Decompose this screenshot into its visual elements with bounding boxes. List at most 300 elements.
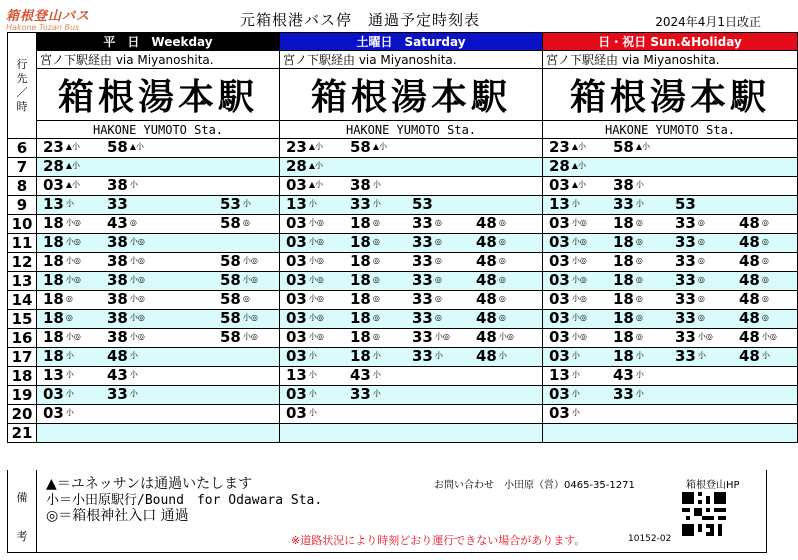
- departure-minute: [675, 348, 706, 365]
- route-mark: 小: [65, 408, 74, 417]
- minute-value: 18: [350, 328, 371, 346]
- departure-minute: [286, 386, 317, 403]
- wk-departures: [37, 272, 280, 291]
- minute-value: 48: [739, 233, 760, 251]
- minute-value: 33: [350, 195, 371, 213]
- route-mark: ▲小: [571, 161, 587, 170]
- timetable-row: [8, 139, 798, 158]
- minute-value: 33: [412, 290, 433, 308]
- departure-minute: [350, 177, 381, 194]
- route-mark: 小: [129, 370, 138, 379]
- minute-value: 03: [43, 385, 64, 403]
- minute-value: 03: [286, 214, 307, 232]
- departure-minute: [220, 196, 251, 213]
- minute-value: 18: [350, 252, 371, 270]
- wk-departures: [37, 234, 280, 253]
- minute-value: 43: [107, 366, 128, 384]
- route-mark: 小: [308, 370, 317, 379]
- route-mark: 小: [635, 370, 644, 379]
- weekday-destination-en: HAKONE YUMOTO Sta.: [37, 121, 280, 139]
- saturday-destination: 箱根湯本駅: [280, 69, 543, 121]
- departure-minute: [350, 272, 380, 289]
- departure-minute: [412, 310, 442, 327]
- departure-minute: [350, 386, 381, 403]
- side-label-char: ／: [16, 85, 28, 99]
- route-mark: ▲小: [571, 142, 587, 151]
- wk-departures: [37, 329, 280, 348]
- departure-minute: [613, 310, 643, 327]
- hour-cell: 11: [8, 234, 37, 253]
- route-mark: 小◎: [571, 275, 587, 284]
- minute-value: 38: [107, 233, 128, 251]
- hour-column-label: [8, 33, 37, 139]
- minute-value: 03: [286, 176, 307, 194]
- sat-departures: [280, 177, 543, 196]
- saturday-via: 宮ノ下駅経由 via Miyanoshita.: [280, 51, 543, 69]
- minute-value: 58: [220, 252, 241, 270]
- timetable-row: [8, 424, 798, 443]
- route-mark: 小◎: [571, 332, 587, 341]
- route-mark: 小◎: [65, 275, 81, 284]
- departure-minute: [107, 367, 138, 384]
- minute-value: 48: [476, 309, 497, 327]
- route-mark: ◎: [761, 294, 769, 303]
- route-mark: 小: [372, 370, 381, 379]
- route-mark: ◎: [635, 294, 643, 303]
- route-mark: ◎: [635, 332, 643, 341]
- route-mark: 小◎: [761, 332, 777, 341]
- departure-minute: [107, 291, 145, 308]
- route-mark: 小: [65, 389, 74, 398]
- route-mark: ◎: [697, 275, 705, 284]
- side-label-char: 考: [16, 530, 28, 543]
- minute-value: 38: [107, 176, 128, 194]
- minute-value: 18: [43, 233, 64, 251]
- departure-minute: [412, 215, 442, 232]
- hour-cell: 7: [8, 158, 37, 177]
- departure-minute: [107, 348, 138, 365]
- route-mark: 小◎: [308, 294, 324, 303]
- sat-departures: [280, 234, 543, 253]
- qr-code-icon[interactable]: [682, 492, 726, 536]
- departure-minute: [43, 291, 73, 308]
- departure-minute: [613, 139, 650, 156]
- route-mark: ◎: [697, 256, 705, 265]
- minute-value: 18: [350, 214, 371, 232]
- minute-value: 33: [675, 290, 696, 308]
- route-mark: ◎: [498, 256, 506, 265]
- hour-cell: 9: [8, 196, 37, 215]
- minute-value: 58: [613, 138, 634, 156]
- route-mark: ◎: [242, 294, 250, 303]
- departure-minute: [549, 234, 587, 251]
- sat-departures: [280, 253, 543, 272]
- route-mark: 小◎: [308, 218, 324, 227]
- departure-minute: [613, 367, 644, 384]
- departure-minute: [107, 329, 145, 346]
- logo: [6, 5, 126, 32]
- minute-value: 58: [220, 271, 241, 289]
- departure-minute: [549, 367, 580, 384]
- minute-value: 38: [107, 328, 128, 346]
- route-mark: ◎: [372, 237, 380, 246]
- departure-minute: [286, 329, 324, 346]
- sat-departures: [280, 139, 543, 158]
- minute-value: 33: [675, 233, 696, 251]
- minute-value: 03: [549, 404, 570, 422]
- departure-minute: [549, 272, 587, 289]
- route-mark: 小◎: [129, 237, 145, 246]
- minute-value: 03: [286, 290, 307, 308]
- departure-minute: [107, 310, 145, 327]
- departure-minute: [675, 291, 705, 308]
- route-mark: 小: [571, 351, 580, 360]
- wk-departures: [37, 405, 280, 424]
- route-mark: 小: [697, 351, 706, 360]
- minute-value: 33: [107, 385, 128, 403]
- timetable-row: [8, 367, 798, 386]
- minute-value: 38: [613, 176, 634, 194]
- hour-cell: 12: [8, 253, 37, 272]
- hol-departures: [543, 253, 798, 272]
- departure-minute: [286, 367, 317, 384]
- route-mark: ◎: [434, 237, 442, 246]
- hol-departures: [543, 329, 798, 348]
- minute-value: 18: [613, 328, 634, 346]
- route-mark: 小◎: [65, 237, 81, 246]
- minute-value: 48: [476, 233, 497, 251]
- departure-minute: [476, 329, 514, 346]
- departure-minute: [107, 386, 138, 403]
- departure-minute: [739, 253, 769, 270]
- timetable-row: [8, 177, 798, 196]
- route-mark: ▲小: [65, 161, 81, 170]
- minute-value: 33: [412, 252, 433, 270]
- route-mark: 小◎: [571, 313, 587, 322]
- timetable: [7, 32, 798, 443]
- route-mark: ◎: [434, 275, 442, 284]
- minute-value: 13: [549, 195, 570, 213]
- weekday-destination: 箱根湯本駅: [37, 69, 280, 121]
- route-mark: ◎: [434, 256, 442, 265]
- note-hakone-shrine: ◎＝箱根神社入口 通過: [46, 508, 189, 524]
- wk-departures: [37, 196, 280, 215]
- timetable-row: [8, 196, 798, 215]
- route-mark: 小◎: [242, 275, 258, 284]
- minute-value: 33: [350, 385, 371, 403]
- weekday-header: 平 日 Weekday: [37, 33, 280, 51]
- timetable-row: [8, 272, 798, 291]
- departure-minute: [43, 386, 74, 403]
- route-mark: ◎: [761, 313, 769, 322]
- route-mark: ◎: [498, 237, 506, 246]
- hol-departures: [543, 234, 798, 253]
- holiday-destination: 箱根湯本駅: [543, 69, 798, 121]
- minute-value: 23: [43, 138, 64, 156]
- route-mark: 小◎: [308, 332, 324, 341]
- sat-departures: [280, 329, 543, 348]
- route-mark: ◎: [498, 218, 506, 227]
- minute-value: 48: [476, 328, 497, 346]
- minute-value: 33: [412, 271, 433, 289]
- route-mark: ▲小: [571, 180, 587, 189]
- departure-minute: [350, 367, 381, 384]
- minute-value: 18: [43, 309, 64, 327]
- minute-value: 28: [549, 157, 570, 175]
- hol-departures: [543, 405, 798, 424]
- hol-departures: [543, 272, 798, 291]
- minute-value: 48: [739, 214, 760, 232]
- side-label-char: 備: [16, 491, 28, 504]
- route-mark: ◎: [761, 218, 769, 227]
- route-mark: 小: [308, 199, 317, 208]
- departure-minute: [739, 234, 769, 251]
- minute-value: 03: [286, 347, 307, 365]
- minute-value: 48: [739, 271, 760, 289]
- sat-departures: [280, 386, 543, 405]
- route-mark: 小: [571, 389, 580, 398]
- departure-minute: [675, 196, 696, 213]
- route-mark: 小: [635, 199, 644, 208]
- saturday-header: 土曜日 Saturday: [280, 33, 543, 51]
- departure-minute: [476, 310, 506, 327]
- departure-minute: [43, 234, 81, 251]
- minute-value: 43: [350, 366, 371, 384]
- departure-minute: [549, 139, 586, 156]
- minute-value: 18: [350, 290, 371, 308]
- departure-minute: [286, 177, 323, 194]
- wk-departures: [37, 158, 280, 177]
- minute-value: 33: [675, 214, 696, 232]
- holiday-destination-en: HAKONE YUMOTO Sta.: [543, 121, 798, 139]
- departure-minute: [476, 253, 506, 270]
- departure-minute: [43, 253, 81, 270]
- route-mark: ◎: [697, 313, 705, 322]
- minute-value: 48: [107, 347, 128, 365]
- hol-departures: [543, 139, 798, 158]
- departure-minute: [412, 329, 450, 346]
- wk-departures: [37, 424, 280, 443]
- minute-value: 58: [350, 138, 371, 156]
- minute-value: 18: [43, 328, 64, 346]
- minute-value: 58: [220, 290, 241, 308]
- minute-value: 18: [613, 214, 634, 232]
- minute-value: 48: [739, 290, 760, 308]
- departure-minute: [675, 253, 705, 270]
- departure-minute: [350, 348, 381, 365]
- minute-value: 33: [412, 328, 433, 346]
- route-mark: 小◎: [242, 313, 258, 322]
- sat-departures: [280, 367, 543, 386]
- minute-value: 33: [675, 328, 696, 346]
- route-mark: ▲小: [635, 142, 651, 151]
- departure-minute: [476, 291, 506, 308]
- departure-minute: [107, 139, 144, 156]
- minute-value: 18: [350, 233, 371, 251]
- route-mark: 小: [372, 351, 381, 360]
- timetable-row: [8, 405, 798, 424]
- departure-minute: [675, 234, 705, 251]
- hol-departures: [543, 367, 798, 386]
- route-mark: ◎: [761, 237, 769, 246]
- departure-minute: [549, 386, 580, 403]
- departure-minute: [613, 348, 644, 365]
- departure-minute: [220, 253, 258, 270]
- departure-minute: [476, 215, 506, 232]
- hour-cell: 17: [8, 348, 37, 367]
- minute-value: 18: [613, 309, 634, 327]
- route-mark: ◎: [697, 237, 705, 246]
- departure-minute: [107, 234, 145, 251]
- route-mark: 小: [308, 408, 317, 417]
- hol-departures: [543, 386, 798, 405]
- departure-minute: [286, 253, 324, 270]
- hol-departures: [543, 215, 798, 234]
- departure-minute: [613, 177, 644, 194]
- route-mark: ◎: [697, 294, 705, 303]
- route-mark: 小◎: [129, 256, 145, 265]
- weekday-via: 宮ノ下駅経由 via Miyanoshita.: [37, 51, 280, 69]
- timetable-row: [8, 215, 798, 234]
- route-mark: ◎: [635, 218, 643, 227]
- departure-minute: [43, 272, 81, 289]
- hour-cell: 21: [8, 424, 37, 443]
- hour-cell: 19: [8, 386, 37, 405]
- homepage-label: 箱根登山HP: [686, 480, 740, 491]
- departure-minute: [286, 139, 323, 156]
- departure-minute: [739, 215, 769, 232]
- route-mark: 小◎: [308, 313, 324, 322]
- departure-minute: [286, 272, 324, 289]
- departure-minute: [350, 329, 380, 346]
- route-mark: ▲小: [65, 142, 81, 151]
- minute-value: 03: [286, 252, 307, 270]
- departure-minute: [107, 272, 145, 289]
- minute-value: 03: [549, 176, 570, 194]
- minute-value: 23: [286, 138, 307, 156]
- route-mark: ◎: [372, 332, 380, 341]
- sat-departures: [280, 310, 543, 329]
- minute-value: 58: [107, 138, 128, 156]
- wk-departures: [37, 253, 280, 272]
- route-mark: 小◎: [308, 256, 324, 265]
- minute-value: 23: [549, 138, 570, 156]
- departure-minute: [43, 177, 80, 194]
- minute-value: 33: [613, 195, 634, 213]
- route-mark: ◎: [434, 313, 442, 322]
- route-mark: ◎: [635, 237, 643, 246]
- minute-value: 33: [412, 309, 433, 327]
- sat-departures: [280, 424, 543, 443]
- minute-value: 48: [739, 347, 760, 365]
- route-mark: ◎: [635, 275, 643, 284]
- minute-value: 58: [220, 328, 241, 346]
- departure-minute: [350, 139, 387, 156]
- minute-value: 03: [549, 385, 570, 403]
- departure-minute: [739, 329, 777, 346]
- route-mark: ◎: [372, 256, 380, 265]
- route-mark: ▲小: [308, 142, 324, 151]
- minute-value: 03: [549, 290, 570, 308]
- sat-departures: [280, 405, 543, 424]
- route-mark: 小◎: [242, 256, 258, 265]
- route-mark: 小: [635, 351, 644, 360]
- timetable-row: [8, 158, 798, 177]
- departure-minute: [549, 405, 580, 422]
- minute-value: 58: [220, 214, 241, 232]
- route-mark: ◎: [372, 275, 380, 284]
- delay-warning: ※道路状況により時刻どおり運行できない場合があります。: [291, 534, 586, 547]
- side-label-char: 先: [16, 71, 28, 85]
- logo-en: Hakone Tozan Bus: [6, 23, 80, 32]
- hol-departures: [543, 291, 798, 310]
- minute-value: 13: [549, 366, 570, 384]
- hol-departures: [543, 177, 798, 196]
- minute-value: 18: [43, 290, 64, 308]
- timetable-row: [8, 310, 798, 329]
- route-mark: 小: [372, 389, 381, 398]
- route-mark: 小◎: [65, 256, 81, 265]
- departure-minute: [549, 329, 587, 346]
- route-mark: 小◎: [697, 332, 713, 341]
- minute-value: 33: [107, 195, 128, 213]
- route-mark: ◎: [635, 313, 643, 322]
- route-mark: ▲小: [308, 180, 324, 189]
- departure-minute: [412, 291, 442, 308]
- departure-minute: [43, 158, 80, 175]
- departure-minute: [549, 348, 580, 365]
- hour-cell: 14: [8, 291, 37, 310]
- sat-departures: [280, 272, 543, 291]
- departure-minute: [613, 291, 643, 308]
- route-mark: 小◎: [571, 218, 587, 227]
- departure-minute: [220, 291, 250, 308]
- route-mark: 小: [242, 199, 251, 208]
- departure-minute: [549, 291, 587, 308]
- minute-value: 03: [286, 309, 307, 327]
- departure-minute: [412, 196, 433, 213]
- route-mark: 小◎: [498, 332, 514, 341]
- route-mark: 小: [65, 370, 74, 379]
- wk-departures: [37, 215, 280, 234]
- route-mark: 小: [635, 389, 644, 398]
- departure-minute: [286, 215, 324, 232]
- route-mark: ◎: [498, 294, 506, 303]
- holiday-via: 宮ノ下駅経由 via Miyanoshita.: [543, 51, 798, 69]
- departure-minute: [43, 367, 74, 384]
- route-mark: 小: [498, 351, 507, 360]
- departure-minute: [675, 215, 705, 232]
- wk-departures: [37, 139, 280, 158]
- departure-minute: [549, 177, 586, 194]
- hol-departures: [543, 348, 798, 367]
- route-mark: ▲小: [65, 180, 81, 189]
- minute-value: 13: [43, 366, 64, 384]
- route-mark: ▲小: [129, 142, 145, 151]
- departure-minute: [675, 272, 705, 289]
- minute-value: 03: [286, 328, 307, 346]
- route-mark: 小: [372, 180, 381, 189]
- saturday-destination-en: HAKONE YUMOTO Sta.: [280, 121, 543, 139]
- departure-minute: [613, 272, 643, 289]
- holiday-header: 日・祝日 Sun.&Holiday: [543, 33, 798, 51]
- minute-value: 48: [739, 309, 760, 327]
- minute-value: 18: [613, 347, 634, 365]
- departure-minute: [412, 348, 443, 365]
- minute-value: 18: [43, 271, 64, 289]
- minute-value: 18: [43, 252, 64, 270]
- minute-value: 03: [549, 347, 570, 365]
